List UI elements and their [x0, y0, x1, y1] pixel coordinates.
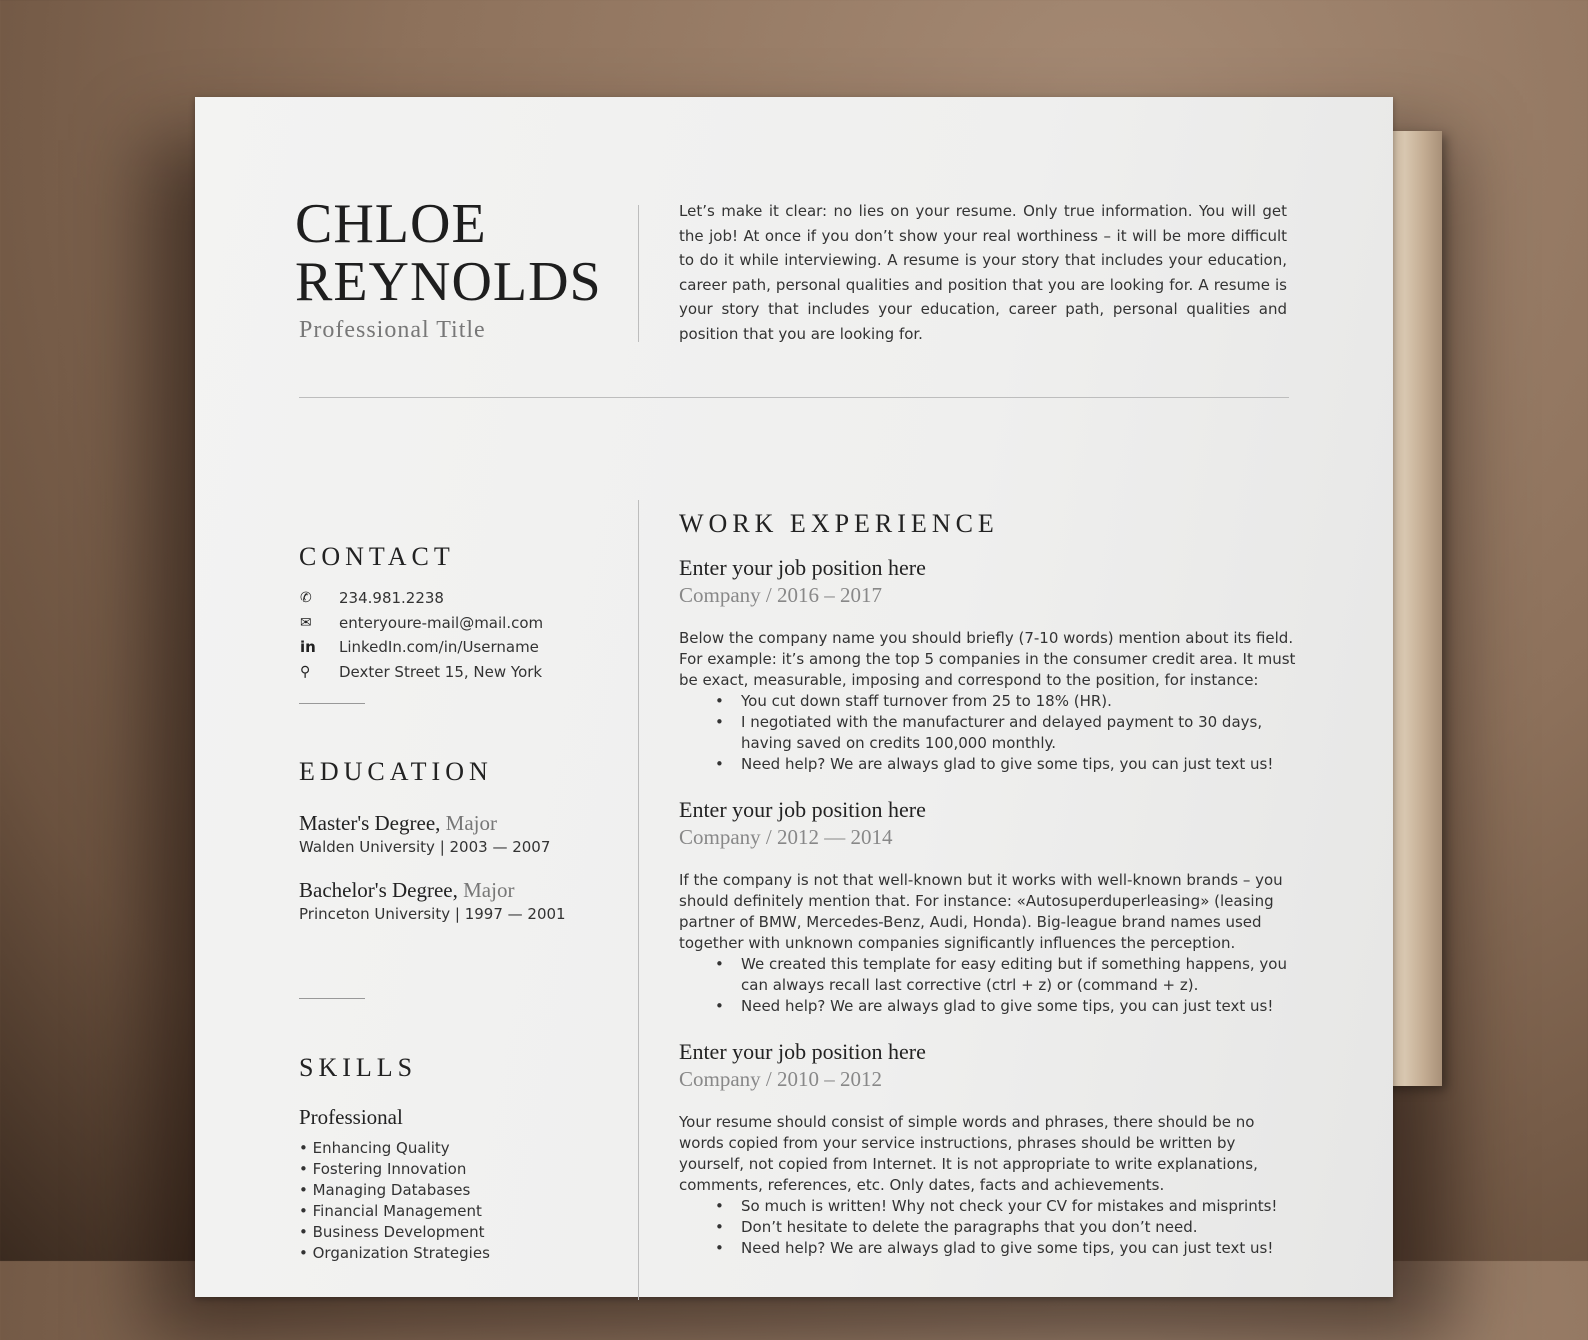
education-item [299, 811, 566, 856]
skills-section [299, 1053, 490, 1264]
job-bullet: • We created this template for easy editing but if something happens, you can always recall last corrective (ctrl + z) or (command + z). [741, 954, 1299, 996]
school: Walden University | 2003 — 2007 [299, 838, 551, 856]
job-description [679, 1112, 1299, 1259]
header-divider [638, 205, 639, 342]
email-text: enteryoure-mail@mail.com [339, 613, 544, 632]
last-name: REYNOLDS [295, 251, 602, 313]
job-company: Company / 2016 – 2017 [679, 583, 882, 607]
contact-phone [299, 586, 543, 611]
job-text: Your resume should consist of simple words and phrases, there should be no words copied from your service instructions, phrases should be written by yourself, not copied from Internet. It is not appropriate to write explanations, comments, references, etc. Only dates, facts and achievements. [679, 1113, 1258, 1194]
candidate-name [295, 195, 602, 311]
degree-name: Bachelor's Degree, [299, 878, 458, 902]
job-bullets [741, 1196, 1299, 1259]
column-divider [638, 500, 639, 1300]
job-title: Enter your job position here [679, 797, 926, 822]
degree [299, 811, 566, 836]
contact-heading: CONTACT [299, 542, 455, 571]
job-bullet: • Need help? We are always glad to give some tips, you can just text us! [741, 996, 1299, 1017]
education-section [299, 757, 566, 923]
first-name: CHLOE [295, 193, 487, 255]
school: Princeton University | 1997 — 2001 [299, 905, 566, 923]
job-company: Company / 2012 — 2014 [679, 825, 893, 849]
job-title: Enter your job position here [679, 1039, 926, 1064]
job-bullets [741, 954, 1299, 1017]
job-entry [679, 555, 1299, 775]
job-entry [679, 1039, 1299, 1259]
education-heading: EDUCATION [299, 757, 493, 786]
professional-title: Professional Title [299, 317, 486, 343]
location-pin-icon: ⚲ [300, 663, 311, 680]
address-text: Dexter Street 15, New York [339, 662, 543, 681]
job-bullet: • Don’t hesitate to delete the paragraphs that you don’t need. [741, 1217, 1299, 1238]
skill-item: • Organization Strategies [299, 1244, 490, 1262]
phone-icon: ✆ [300, 590, 312, 607]
job-company: Company / 2010 – 2012 [679, 1067, 882, 1091]
mail-icon: ✉ [300, 614, 312, 631]
contact-linkedin [299, 635, 543, 660]
header-rule [299, 397, 1289, 398]
skill-item: • Fostering Innovation [299, 1160, 467, 1178]
education-item [299, 878, 566, 923]
job-description [679, 628, 1299, 775]
contact-email [299, 611, 543, 636]
linkedin-text: LinkedIn.com/in/Username [339, 638, 539, 657]
job-bullet: • So much is written! Why not check your CV for mistakes and misprints! [741, 1196, 1299, 1217]
work-experience-section [679, 497, 1299, 1259]
skills-subheading: Professional [299, 1105, 403, 1129]
job-bullets [741, 691, 1299, 775]
contact-address [299, 660, 543, 685]
degree [299, 878, 566, 903]
degree-major: Major [463, 878, 515, 902]
skill-item: • Financial Management [299, 1202, 482, 1220]
phone-text: 234.981.2238 [339, 589, 444, 608]
job-entry [679, 797, 1299, 1017]
summary: Let’s make it clear: no lies on your resume. Only true information. You will get the job! At once if you don’t show your real worthiness – it will be more difficult to do it while interviewing. A resume is your story that includes your education, career path, personal qualities and position that you are looking for. A resume is your story that includes your education, career path, personal qualities and position that you are looking for. [679, 202, 1287, 343]
job-text: Below the company name you should briefly (7-10 words) mention about its field. For example: it’s among the top 5 companies in the consumer credit area. It must be exact, measurable, imposing and correspond to the position, for instance: [679, 629, 1296, 689]
skills-heading: SKILLS [299, 1053, 418, 1082]
skill-item: • Enhancing Quality [299, 1139, 450, 1157]
job-title: Enter your job position here [679, 555, 926, 580]
job-bullet: • You cut down staff turnover from 25 to 18% (HR). [741, 691, 1299, 712]
degree-name: Master's Degree, [299, 811, 441, 835]
job-description [679, 870, 1299, 1017]
contact-section [299, 542, 543, 684]
job-text: If the company is not that well-known but it works with well-known brands – you should definitely mention that. For instance: «Autosuperduperleasing» (leasing partner of BMW, Mercedes-Benz, Audi, Honda). Big-league brand names used together with unknown companies significantly influences the perception. [679, 871, 1283, 952]
job-bullet: • Need help? We are always glad to give some tips, you can just text us! [741, 1238, 1299, 1259]
skill-item: • Managing Databases [299, 1181, 471, 1199]
section-divider [299, 998, 365, 999]
section-divider [299, 703, 365, 704]
work-heading: WORK EXPERIENCE [679, 509, 999, 538]
skill-item: • Business Development [299, 1223, 485, 1241]
job-bullet: • Need help? We are always glad to give some tips, you can just text us! [741, 754, 1299, 775]
resume-page [195, 97, 1393, 1297]
linkedin-icon: in [300, 638, 316, 657]
job-bullet: • I negotiated with the manufacturer and delayed payment to 30 days, having saved on credits 100,000 monthly. [741, 712, 1299, 754]
degree-major: Major [445, 811, 497, 835]
